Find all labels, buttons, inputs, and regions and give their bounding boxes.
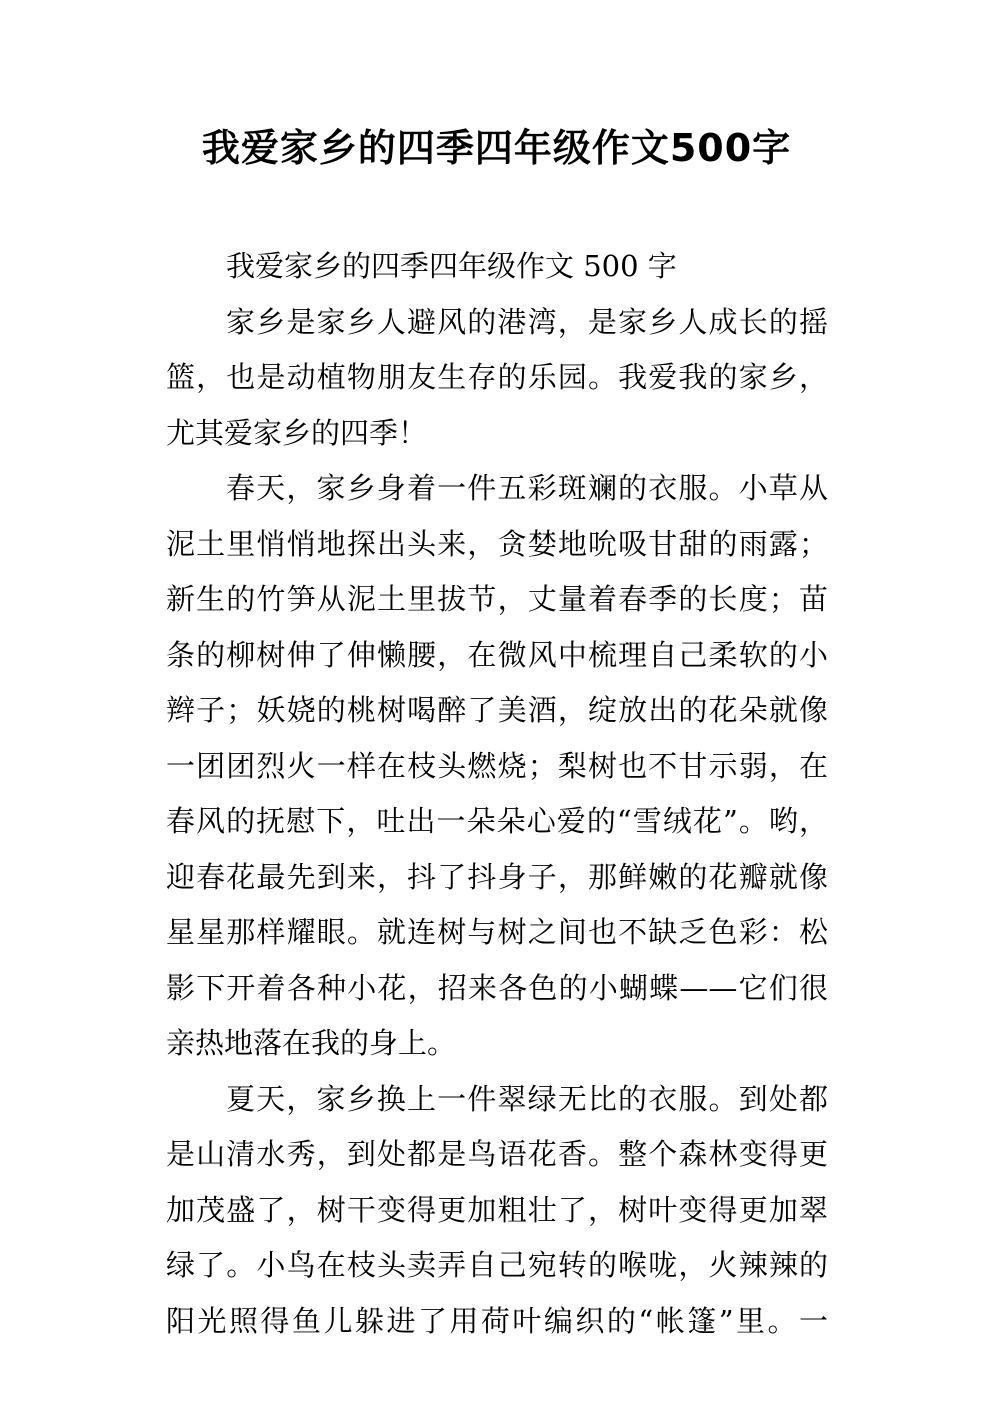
text-line: 篮，也是动植物朋友生存的乐园。我爱我的家乡， <box>166 360 828 394</box>
paragraph <box>166 239 828 295</box>
text-line: 新生的竹笋从泥土里拔节，丈量着春季的长度；苗 <box>166 582 828 616</box>
paragraph <box>166 461 828 1072</box>
document-title: 我爱家乡的四季四年级作文500字 <box>201 126 792 170</box>
paragraph <box>166 295 828 462</box>
text-line: 尤其爱家乡的四季！ <box>166 415 428 450</box>
text-line: 家乡是家乡人避风的港湾，是家乡人成长的摇 <box>226 304 828 339</box>
text-line: 条的柳树伸了伸懒腰，在微风中梳理自己柔软的小 <box>166 637 828 672</box>
text-line: 星星那样耀眼。就连树与树之间也不缺乏色彩：松 <box>166 915 828 949</box>
text-line: 加茂盛了，树干变得更加粗壮了，树叶变得更加翠 <box>166 1192 828 1227</box>
text-line: 绿了。小鸟在枝头卖弄自己宛转的喉咙，火辣辣的 <box>166 1248 828 1282</box>
text-line: 春天，家乡身着一件五彩斑斓的衣服。小草从 <box>226 471 828 505</box>
text-line: 辫子；妖娆的桃树喝醉了美酒，绽放出的花朵就像 <box>166 693 828 727</box>
paragraph <box>166 1072 828 1350</box>
text-line: 亲热地落在我的身上。 <box>166 1026 457 1060</box>
text-line: 春风的抚慰下，吐出一朵朵心爱的“雪绒花”。哟， <box>166 804 828 838</box>
document-body <box>166 239 828 1349</box>
text-line: 泥土里悄悄地探出头来，贪婪地吮吸甘甜的雨露； <box>166 526 828 561</box>
text-line: 迎春花最先到来，抖了抖身子，那鲜嫩的花瓣就像 <box>166 859 828 894</box>
text-line: 夏天，家乡换上一件翠绿无比的衣服。到处都 <box>226 1081 828 1116</box>
text-line: 我爱家乡的四季四年级作文 500 字 <box>226 249 677 283</box>
text-line: 影下开着各种小花，招来各色的小蝴蝶——它们很 <box>166 970 828 1005</box>
text-line: 一团团烈火一样在枝头燃烧；梨树也不甘示弱，在 <box>166 748 828 783</box>
text-line: 阳光照得鱼儿躲进了用荷叶编织的“帐篷”里。一 <box>166 1303 828 1338</box>
text-line: 是山清水秀，到处都是鸟语花香。整个森林变得更 <box>166 1137 828 1171</box>
